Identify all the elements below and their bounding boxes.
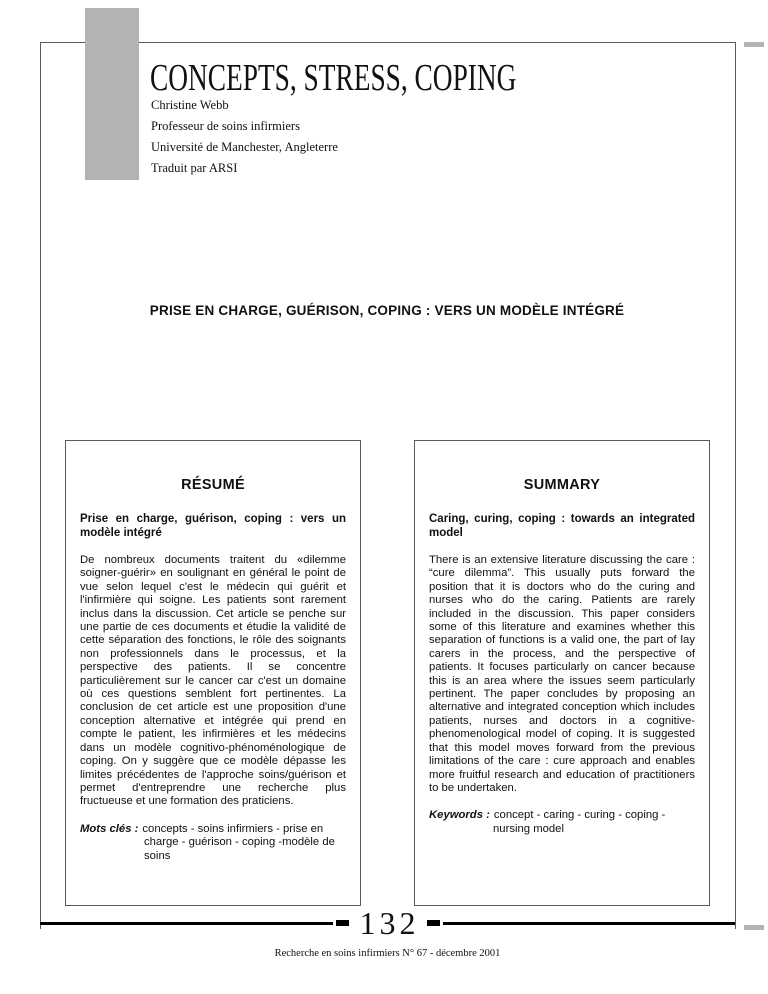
keywords-english <box>429 809 695 836</box>
keywords-label-english: Keywords : <box>429 809 490 822</box>
page-number: 132 <box>359 905 420 941</box>
abstract-subtitle-french: Prise en charge, guérison, coping : vers un modèle intégré <box>80 513 346 539</box>
page-number-row <box>40 906 735 940</box>
translation-credit: Traduit par ARSI <box>151 161 238 175</box>
abstract-title-english: SUMMARY <box>523 477 601 493</box>
page-number-cap-right <box>427 920 440 926</box>
abstract-box-french <box>65 440 361 906</box>
abstract-title-french: RÉSUMÉ <box>181 477 245 493</box>
abstract-subtitle-english: Caring, curing, coping : towards an integrated model <box>429 513 695 539</box>
footer-text: Recherche en soins infirmiers N° 67 - décembre 2001 <box>274 948 501 959</box>
author-role: Professeur de soins infirmiers <box>151 119 300 133</box>
article-heading-french: PRISE EN CHARGE, GUÉRISON, COPING : VERS UN MODÈLE INTÉGRÉ <box>149 303 625 318</box>
abstract-body-french: De nombreux documents traitent du «dilemme soigner-guérir» en soulignant en général le point de vue selon lequel c'est le médecin qui guérit et l'infirmière qui soigne. Les patients sont rarement inclus dans la discussion. Cet article se penche sur une partie de ces documents et étudie la validité de cette séparation des fonctions, le rôle des soignants non professionnels dans le processus, et la perspective des patients. Il se concentre particulièrement sur le cancer car c'est un domaine où ces questions semblent fort pertinentes. La conclusion de cet article est une proposition d'une conception alternative et intégrée qui prend en compte le patient, les infirmières et les médecins dans un modèle cognitivo-phénoménologique de coping. On y suggère que ce modèle dépasse les limites précédentes de l'approche soins/guérison et permet d'entreprendre une recherche plus fructueuse et une formation des praticiens. <box>80 554 346 808</box>
page-number-cap-left <box>336 920 349 926</box>
keywords-french <box>80 823 346 863</box>
author-affiliation: Université de Manchester, Angleterre <box>151 140 338 154</box>
author-block <box>151 95 338 179</box>
page-number-rule-right <box>443 922 736 925</box>
keywords-label-french: Mots clés : <box>80 822 139 835</box>
keywords-text-english: concept - caring - curing - coping - nursing model <box>493 809 666 835</box>
crop-mark-top <box>744 42 764 47</box>
abstract-box-english <box>414 440 710 906</box>
keywords-text-french: concepts - soins infirmiers - prise en charge - guérison - coping -modèle de soins <box>142 822 335 862</box>
article-title: CONCEPTS, STRESS, COPING <box>150 57 517 99</box>
crop-mark-bottom <box>744 925 764 930</box>
author-name: Christine Webb <box>151 98 229 112</box>
abstract-body-english: There is an extensive literature discussing the care : “cure dilemma”. This usually puts forward the position that it is doctors who do the curing and nurses who do the caring. Patients are rarely included in the discussion. This paper considers some of this literature and examines whether this separation of functions is a valid one, the part of lay carers in the process, and the perspective of patients. It focuses particularly on cancer because this is an area where the issues seem particularly pertinent. The paper concludes by proposing an alternative and integrated conception which includes patients, nurses and doctors in a cognitive-phenomenological model of coping. It is suggested that this model moves forward from the previous limitations of the care : cure approach and enables more fruitful research and education of practitioners to be undertaken. <box>429 554 695 794</box>
margin-accent-bar <box>85 8 139 180</box>
page-number-rule-left <box>40 922 333 925</box>
